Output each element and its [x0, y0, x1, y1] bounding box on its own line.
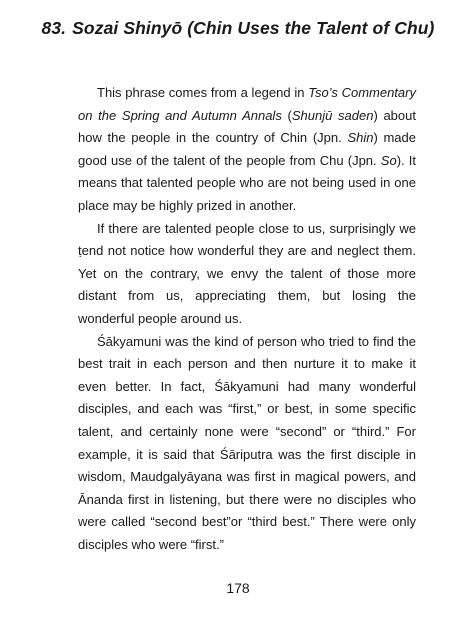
chapter-heading: [0, 18, 476, 39]
text-segment: If there are talented people close to us, surprisingly we ṭend not notice how wonderful they are and neglect them. Yet on the contrary, we envy the talent of those more distant from us, appreciating them, but losing the wonderful people around us.: [78, 220, 416, 326]
text-segment: Śākyamuni was the kind of person who tried to find the best trait in each person and then nurture it to make it even better. In fact, Śākyamuni had many wonderful disciples, and each was “first,” or best, in some specific talent, and certainly none were “second” or “third.” For example, it is said that Śāriputra was the first disciple in wisdom, Maudgalyāyana was first in magical powers, and Ānanda first in listening, but there were no disciples who were called “second best”or “third best.” There were only disciples who were “first.”: [78, 333, 416, 552]
text-segment: ). It means that talented people who are not being used in one place may be highly prized in another.: [78, 152, 417, 213]
chapter-number: 83.: [41, 18, 67, 38]
paragraph-3: [78, 331, 416, 557]
italic-text-segment: So: [380, 152, 397, 168]
italic-text-segment: Shin: [347, 130, 374, 146]
italic-text-segment: Tso’s Commentary on the Spring and Autumn Annals: [78, 85, 416, 123]
paragraph-1: [78, 82, 416, 218]
chapter-title: Sozai Shinyō (Chin Uses the Talent of Chu): [72, 18, 435, 38]
body-text: [78, 82, 416, 556]
text-segment: (: [281, 107, 292, 123]
text-segment: This phrase comes from a legend in: [97, 85, 309, 100]
italic-text-segment: Shunjū saden: [291, 107, 374, 123]
text-segment: ) about how the people in the country of Chin (Jpn.: [78, 107, 416, 146]
page-number: 178: [226, 580, 250, 596]
text-segment: ) made good use of the talent of the people from Chu (Jpn.: [78, 130, 417, 168]
paragraph-2: [78, 218, 416, 331]
